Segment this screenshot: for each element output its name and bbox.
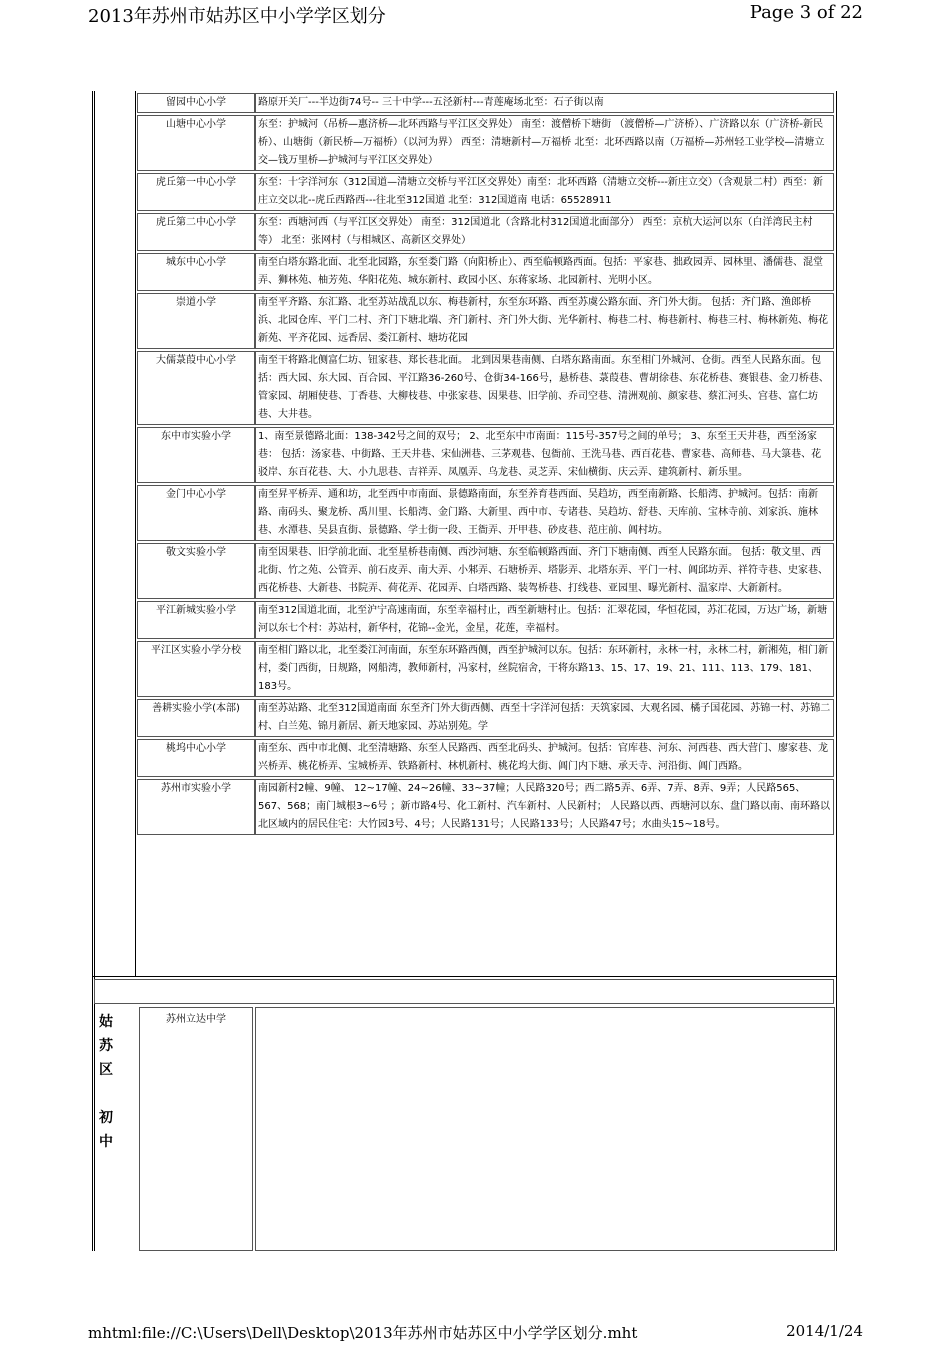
frame-divider [92, 976, 837, 977]
school-district-cell: 南至因果巷、旧学前北面、北至星桥巷南侧、西沙河塘、东至临顿路西面、齐门下塘南侧、西至人民路东面。 包括：敬文里、西北街、竹之苑、公管弄、前石皮弄、南大弄、小邾弄、石塘桥弄、塔影弄、北塔东弄、平门一村、阊邱坊弄、祥符寺巷、史家巷、西花桥巷、大新巷、书院弄、荷花弄、花园弄、白塔西路、装驾桥巷、打线巷、亚园里、曝光新村、温家岸、大新新村。 [255, 543, 834, 599]
table-row [137, 253, 834, 291]
school-district-cell: 南至东、西中市北侧、北至清塘路、东至人民路西、西至北码头、护城河。包括：官库巷、河东、河西巷、西大营门、廖家巷、龙兴桥弄、桃花桥弄、宝城桥弄、铁路新村、林机新村、桃花坞大街、阊门内下塘、承天寺、河沿街、阊门西路。 [255, 739, 834, 777]
table-row [137, 173, 834, 211]
school-name-cell: 留园中心小学 [137, 93, 255, 113]
school-name-cell: 善耕实验小学(本部) [137, 699, 255, 737]
school-district-cell: 南园新村2幢、9幢、 12~17幢、24~26幢、33~37幢；人民路320号；西二路5弄、6弄、7弄、8弄、9弄；人民路565、567、568；南门城根3~6号 ；新市路4号、化工新村、汽车新村、人民新村； 人民路以西、西塘河以东、盘门路以南、南环路以北区域内的居民住宅：大竹园3号、4号；人民路131号；人民路133号；人民路47号；水曲头15~18号。 [255, 779, 834, 835]
table-row [137, 351, 834, 425]
school-district-table [137, 91, 834, 837]
table-row [137, 427, 834, 483]
school-district-cell: 南至平齐路、东汇路、北至苏站战乱以东、梅巷新村，东至东环路、西至苏虞公路东面、齐门外大街。 包括：齐门路、渔郎桥浜、北园仓库、平门二村、齐门下塘北端、齐门新村、齐门外大街、光华新村、梅巷二村、梅巷新村、梅巷三村、梅林新苑、梅花新苑、平齐花园、远香居、娄江新村、塘坊花园 [255, 293, 834, 349]
school-name-cell: 虎丘第二中心小学 [137, 213, 255, 251]
school-district-cell: 南至312国道北面，北至沪宁高速南面，东至幸福村止，西至新塘村止。包括：汇翠花园，华恒花园，苏汇花园，万达广场，新塘河以东七个村：苏站村，新华村，花锦--金光，金星，花莲，幸福村。 [255, 601, 834, 639]
school-name-cell: 平江区实验小学分校 [137, 641, 255, 697]
school-name-cell: 大儒菉葭中心小学 [137, 351, 255, 425]
column-line [135, 91, 136, 976]
document-title: 2013年苏州市姑苏区中小学学区划分 [88, 6, 386, 27]
section-label-char: 初 [99, 1110, 113, 1126]
table-row [137, 601, 834, 639]
print-date: 2014/1/24 [786, 1322, 863, 1340]
school-district-cell: 南至昇平桥弄、通和坊，北至西中市南面、景德路南面，东至养育巷西面、吴趋坊，西至南新路、长船湾、护城河。包括：南新路、南码头、聚龙桥、禹川里、长船湾、金门路、大新里、西中市、专诸巷、吴趋坊、舒巷、天库前、宝林寺前、刘家浜、施林巷、水潭巷、吴县直街、景德路、学士街一段、王衙弄、开甲巷、砂皮巷、范庄前、阊村坊。 [255, 485, 834, 541]
school-name-cell: 金门中心小学 [137, 485, 255, 541]
frame-left-line [92, 91, 93, 1251]
school-district-cell: 1、南至景德路北面：138-342号之间的双号； 2、北至东中市南面：115号-357号之间的单号； 3、东至王天井巷，西至汤家巷： 包括：汤家巷、中街路、王天井巷、宋仙洲巷、三茅观巷、包衙前、王洗马巷、西百花巷、曹家巷、高师巷、马大箓巷、花驳岸、东百花巷、大、小九思巷、吉祥弄、凤凰弄、乌龙巷、灵芝弄、宋仙横街、庆云弄、建筑新村、新乐里。 [255, 427, 834, 483]
table-row [137, 115, 834, 171]
section-separator [94, 979, 834, 1004]
table-row [137, 739, 834, 777]
table-row [137, 293, 834, 349]
school-district-cell: 南至苏站路、北至312国道南面 东至齐门外大街西侧、西至十字洋河包括：天筑家园、大观名园、橘子国花园、苏锦一村、苏锦二村、白兰苑、锦月新居、新天地家园、苏站别苑。学 [255, 699, 834, 737]
section-label [95, 1010, 117, 1154]
school-name-cell: 山塘中心小学 [137, 115, 255, 171]
section-label-char: 姑 [99, 1014, 113, 1030]
school-district-cell: 南至相门路以北，北至娄江河南面，东至东环路西侧，西至护城河以东。包括：东环新村，永林一村，永林二村，新湘苑，相门新村，娄门西街，日规路，网船湾，教师新村，冯家村，丝院宿舍，干将东路13、15、17、19、21、111、113、179、181、183号。 [255, 641, 834, 697]
table-row [137, 779, 834, 835]
school-district-cell: 南至干将路北侧富仁坊、钮家巷、郑长巷北面。 北到因果巷南侧、白塔东路南面。东至相门外城河、仓街。西至人民路东面。包括：西大园、东大园、百合园、平江路36-260号、仓街34-166号，悬桥巷、菉葭巷、曹胡徐巷、东花桥巷、赛银巷、金刀桥巷、管家园、胡厢使巷、丁香巷、大柳枝巷、中张家巷、因果巷、旧学前、乔司空巷、清洲观前、颜家巷、蔡汇河头、宫巷、富仁坊巷、大井巷。 [255, 351, 834, 425]
table-row [137, 699, 834, 737]
frame-right-line [836, 91, 837, 1251]
school-name-cell: 平江新城实验小学 [137, 601, 255, 639]
school-name-cell: 敬文实验小学 [137, 543, 255, 599]
section-label-char: 苏 [99, 1038, 113, 1054]
file-path: mhtml:file://C:\Users\Dell\Desktop\2013年苏州市姑苏区中小学学区划分.mht [88, 1324, 638, 1342]
page-number: Page 3 of 22 [749, 2, 863, 23]
table-row [137, 641, 834, 697]
school-name-cell: 虎丘第一中心小学 [137, 173, 255, 211]
school-desc-cell-empty [255, 1007, 835, 1251]
section-label-char [95, 1082, 117, 1106]
school-name-cell: 东中市实验小学 [137, 427, 255, 483]
school-name-cell: 苏州市实验小学 [137, 779, 255, 835]
table-row [137, 485, 834, 541]
school-district-cell: 东至：西塘河西（与平江区交界处） 南至：312国道北（含路北村312国道北面部分） 西至：京杭大运河以东（白洋湾民主村等） 北至：张网村（与相城区、高新区交界处） [255, 213, 834, 251]
table-row [137, 543, 834, 599]
school-district-cell: 东至：护城河（吊桥—惠济桥—北环西路与平江区交界处） 南至：渡僧桥下塘街 （渡僧桥—广济桥）、广济路以东（广济桥-新民桥）、山塘街（新民桥—万福桥）（以河为界） 西至：清塘新村—万福桥 北至：北环西路以南（万福桥—苏州轻工业学校—清塘立交—钱万里桥—护城河与平江区交界处） [255, 115, 834, 171]
school-name-cell: 崇道小学 [137, 293, 255, 349]
table-row [137, 213, 834, 251]
school-name-cell: 苏州立达中学 [139, 1007, 253, 1251]
school-name-cell: 城东中心小学 [137, 253, 255, 291]
school-name-cell: 桃坞中心小学 [137, 739, 255, 777]
section-label-char: 区 [99, 1062, 113, 1078]
school-district-cell: 南至白塔东路北面、北至北园路，东至娄门路（向阳桥止）、西至临顿路西面。包括：平家巷、拙政园弄、园林里、潘儒巷、混堂弄、狮林苑、柚芳苑、华阳花苑、城东新村、政园小区、东蒋家场、北园新村、光明小区。 [255, 253, 834, 291]
school-district-cell: 路原开关厂---半边街74号-- 三十中学---五泾新村---青莲庵场北至：石子街以南 [255, 93, 834, 113]
school-district-cell: 东至：十字洋河东（312国道—清塘立交桥与平江区交界处）南至：北环西路（清塘立交桥---新庄立交）（含观景二村）西至：新庄立交以北--虎丘西路西---往北至312国道 北至：312国道南 电话：65528911 [255, 173, 834, 211]
section-label-char: 中 [99, 1134, 113, 1150]
table-row [137, 93, 834, 113]
